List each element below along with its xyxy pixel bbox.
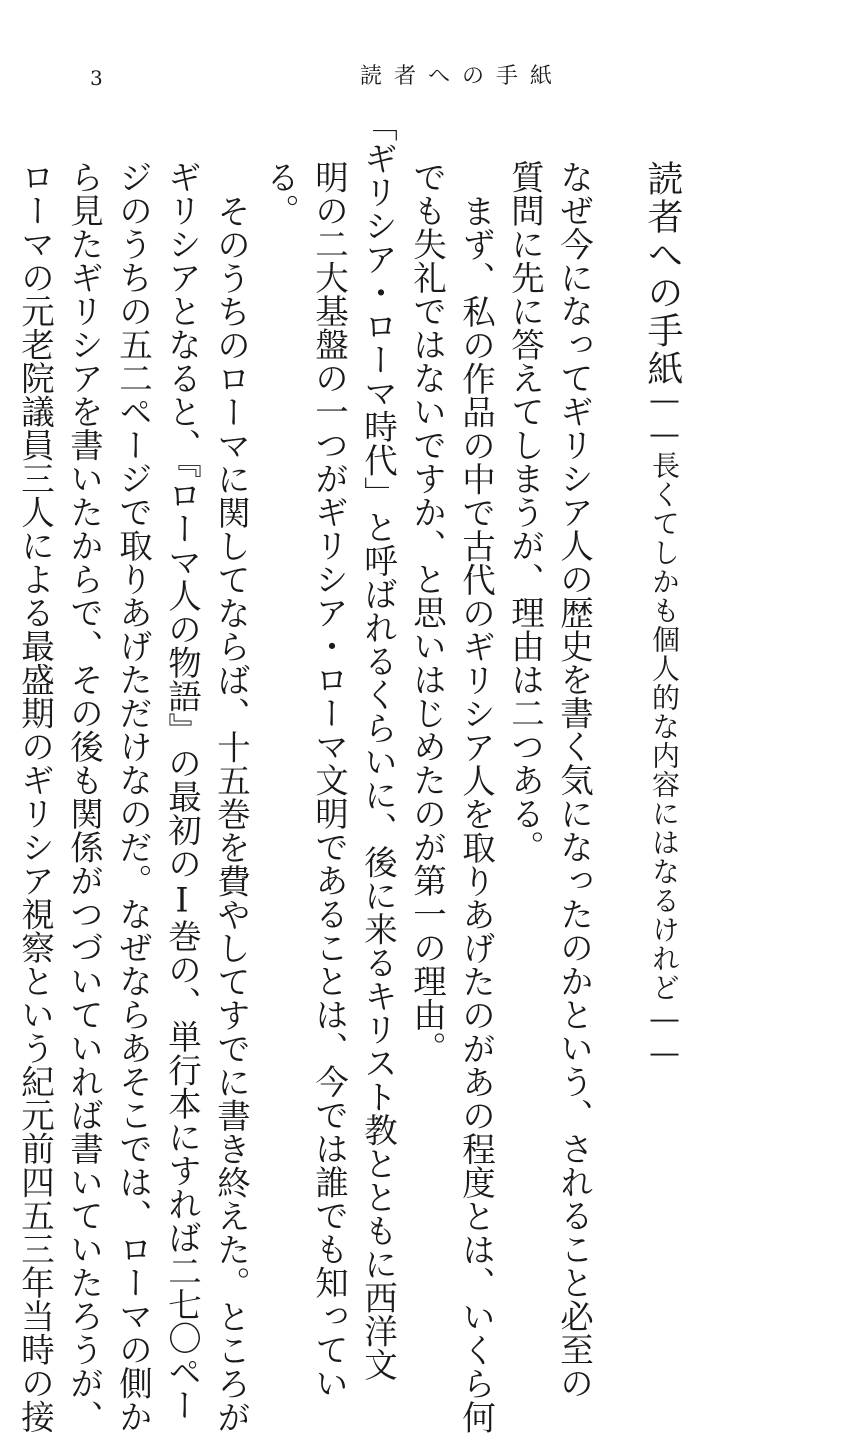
body-line-4: でも失礼ではないですか、と思いはじめたのが第一の理由。 (407, 160, 447, 1065)
body-line-12: ローマの元老院議員三人による最盛期のギリシア視察という紀元前四五三年当時の接 (15, 160, 55, 1433)
body-line-10: ジのうちの五二ページで取りあげただけなのだ。なぜならあそこでは、ローマの側か (113, 160, 153, 1433)
body-line-8: そのうちのローマに関してならば、十五巻を費やしてすでに書き終えた。ところが (211, 194, 251, 1434)
body-line-7: る。 (260, 160, 300, 227)
body-line-1: なぜ今になってギリシア人の歴史を書く気になったのかという、されること必至の (554, 160, 594, 1400)
body-line-11: ら見たギリシアを書いたからで、その後も関係がつづいていれば書いていたろうが、 (64, 160, 104, 1433)
body-line-3: まず、私の作品の中で古代のギリシア人を取りあげたのがあの程度とは、いくら何 (456, 194, 496, 1434)
body-line-2: 質問に先に答えてしまうが、理由は二つある。 (505, 160, 545, 864)
body-line-6: 明の二大基盤の一つがギリシア・ローマ文明であることは、今では誰でも知ってい (309, 160, 349, 1400)
chapter-subtitle: ――長くてしかも個人的な内容にはなるけれど―― (648, 383, 681, 1070)
chapter-title: 読者への手紙 (642, 160, 683, 388)
body-line-5: 「ギリシア・ローマ時代」と呼ばれるくらいに、後に来るキリスト教とともに西洋文 (358, 108, 398, 1381)
page-number: 3 (90, 66, 103, 90)
running-title: 読者への手紙 (360, 64, 565, 89)
body-line-9: ギリシアとなると、『ローマ人の物語』の最初のⅠ巻の、単行本にすれば二七〇ペー (162, 160, 202, 1422)
